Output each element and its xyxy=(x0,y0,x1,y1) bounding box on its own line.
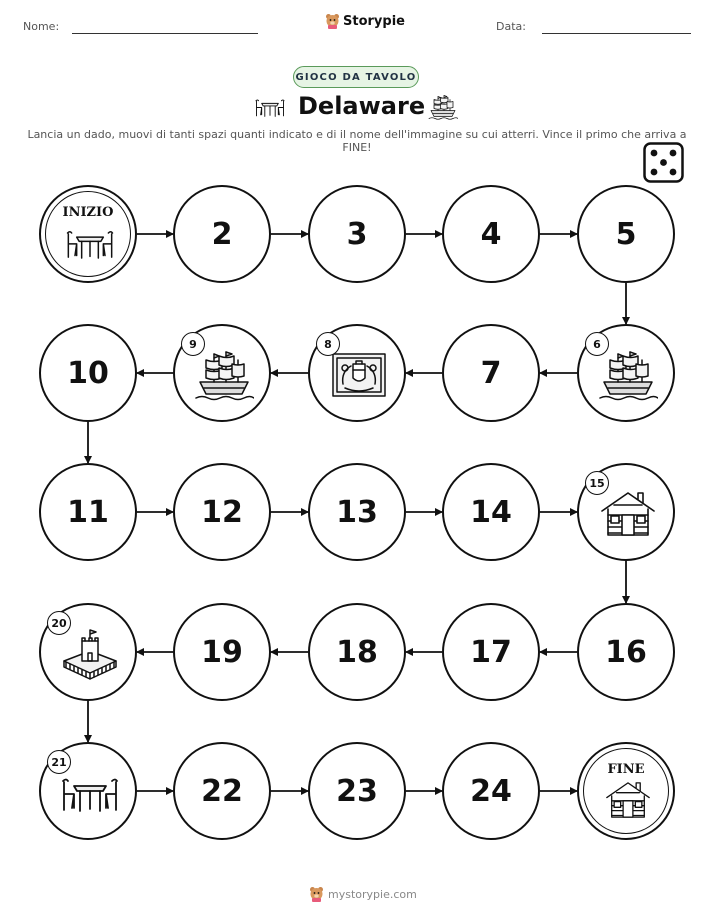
board-space-15 xyxy=(577,463,675,561)
space-number: 22 xyxy=(201,773,243,809)
space-number: 24 xyxy=(470,773,512,809)
space-label: INIZIO xyxy=(62,205,114,220)
board-space-19 xyxy=(173,603,271,701)
log-cabin-icon xyxy=(603,778,653,822)
space-number: 12 xyxy=(201,494,243,530)
space-number: 4 xyxy=(480,216,502,252)
board-space-22 xyxy=(173,742,271,840)
space-number: 7 xyxy=(480,355,502,391)
date-label: Data: xyxy=(496,20,526,33)
board-space-9 xyxy=(173,324,271,422)
space-number: 16 xyxy=(605,634,647,670)
name-label: Nome: xyxy=(23,20,60,33)
board-space-10 xyxy=(39,324,137,422)
board-space-8 xyxy=(308,324,406,422)
board-space-5 xyxy=(577,185,675,283)
table-chairs-icon xyxy=(60,766,120,820)
log-cabin-icon xyxy=(598,487,658,541)
space-number: 3 xyxy=(346,216,368,252)
space-number: 10 xyxy=(67,355,109,391)
board-space-12 xyxy=(173,463,271,561)
board-space-24 xyxy=(442,742,540,840)
space-number-badge: 6 xyxy=(585,332,609,356)
space-number: 18 xyxy=(336,634,378,670)
space-number: 13 xyxy=(336,494,378,530)
board-space-16 xyxy=(577,603,675,701)
space-number: 23 xyxy=(336,773,378,809)
space-number: 14 xyxy=(470,494,512,530)
board-space-3 xyxy=(308,185,406,283)
sailing-ship-icon xyxy=(194,348,254,402)
page-title: Delaware xyxy=(298,92,426,120)
board-space-6 xyxy=(577,324,675,422)
space-number-badge: 8 xyxy=(316,332,340,356)
space-number-badge: 15 xyxy=(585,471,609,495)
space-number: 17 xyxy=(470,634,512,670)
board-space-20 xyxy=(39,603,137,701)
board-space-21 xyxy=(39,742,137,840)
game-type-badge: GIOCO DA TAVOLO xyxy=(293,66,419,88)
brand-name: Storypie xyxy=(343,13,405,29)
board-space-23 xyxy=(308,742,406,840)
footer xyxy=(309,886,417,902)
space-number: 11 xyxy=(67,494,109,530)
board-space-11 xyxy=(39,463,137,561)
bear-icon xyxy=(309,886,324,902)
space-number-badge: 20 xyxy=(47,611,71,635)
board-space-7 xyxy=(442,324,540,422)
fort-icon xyxy=(60,627,120,681)
board-space-25 xyxy=(577,742,675,840)
space-number: 5 xyxy=(615,216,637,252)
board-space-1 xyxy=(39,185,137,283)
space-number-badge: 21 xyxy=(47,750,71,774)
board-space-17 xyxy=(442,603,540,701)
space-label: FINE xyxy=(607,762,645,777)
space-number: 19 xyxy=(201,634,243,670)
instructions: Lancia un dado, muovi di tanti spazi quanti indicato e di il nome dell'immagine su cui atterri. Vince il primo che arriva a FINE! xyxy=(27,128,687,154)
space-number-badge: 9 xyxy=(181,332,205,356)
board-space-2 xyxy=(173,185,271,283)
space-number: 2 xyxy=(211,216,233,252)
coat-of-arms-icon xyxy=(329,348,389,402)
table-chairs-icon xyxy=(65,221,115,265)
board-space-4 xyxy=(442,185,540,283)
sailing-ship-icon xyxy=(598,348,658,402)
board-space-13 xyxy=(308,463,406,561)
footer-url[interactable]: mystorypie.com xyxy=(328,887,417,901)
board-space-18 xyxy=(308,603,406,701)
board-space-14 xyxy=(442,463,540,561)
